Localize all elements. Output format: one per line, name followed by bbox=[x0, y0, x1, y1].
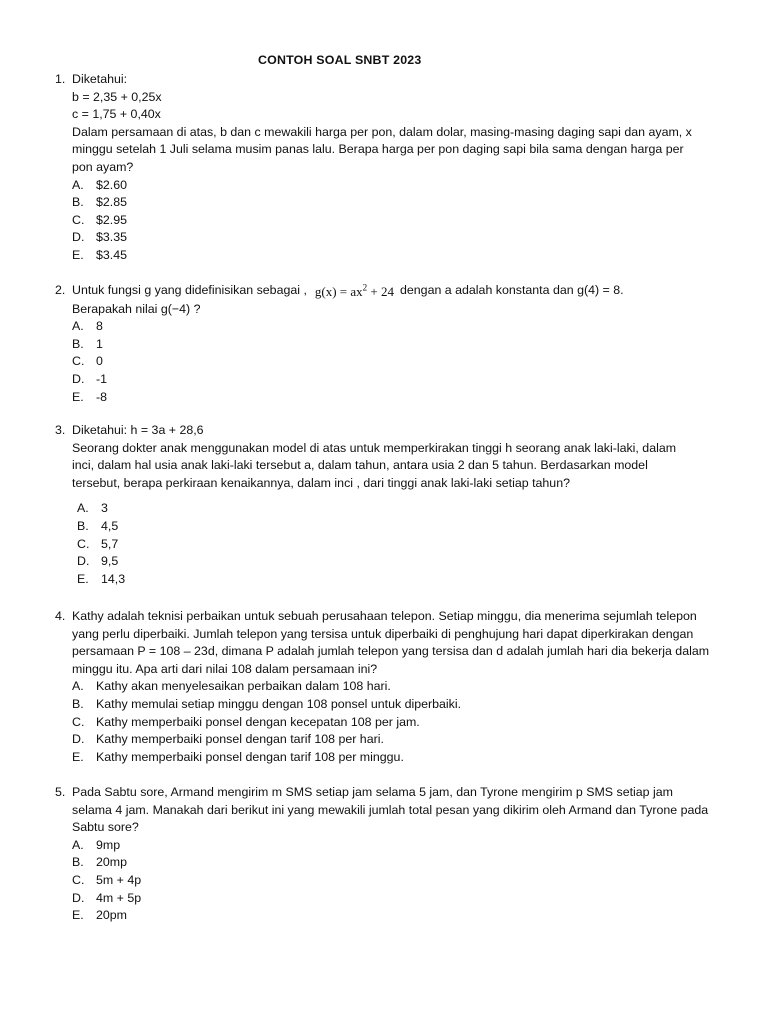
option-e[interactable] bbox=[72, 749, 715, 767]
question-5 bbox=[55, 784, 715, 925]
option-letter: A. bbox=[77, 501, 89, 516]
option-b[interactable] bbox=[72, 696, 715, 714]
option-text: 0 bbox=[96, 354, 103, 369]
option-d[interactable] bbox=[72, 890, 715, 908]
option-text: 4m + 5p bbox=[96, 890, 142, 905]
question-text-before: Untuk fungsi g yang didefinisikan sebagai , bbox=[72, 283, 307, 297]
option-letter: C. bbox=[72, 714, 85, 729]
answer-options bbox=[72, 177, 715, 265]
option-text: 14,3 bbox=[101, 571, 126, 586]
option-b[interactable] bbox=[77, 518, 715, 536]
option-a[interactable] bbox=[72, 837, 715, 855]
question-text: Kathy adalah teknisi perbaikan untuk sebuah perusahaan telepon. Setiap minggu, dia menerima sejumlah telepon yang perlu diperbaiki. Jumlah telepon yang tersisa untuk diperbaiki di penghujung hari dapat diperkirakan dengan persamaan P = 108 – 23d, dimana P adalah jumlah telepon yang tersisa dan d adalah jumlah hari dia bekerja dalam minggu itu. Apa arti dari nilai 108 dalam persamaan ini? bbox=[72, 609, 710, 676]
option-letter: E. bbox=[72, 247, 84, 262]
equation-rhs: + 24 bbox=[367, 284, 394, 299]
option-text: -1 bbox=[96, 371, 108, 386]
question-intro: Diketahui: bbox=[72, 72, 128, 86]
option-letter: B. bbox=[77, 518, 89, 533]
option-b[interactable] bbox=[72, 194, 715, 212]
option-d[interactable] bbox=[72, 371, 715, 389]
question-1 bbox=[55, 71, 715, 265]
option-letter: B. bbox=[72, 696, 84, 711]
option-c[interactable] bbox=[72, 353, 715, 371]
option-text: $3.45 bbox=[96, 247, 128, 262]
answer-options bbox=[72, 318, 715, 406]
option-letter: D. bbox=[72, 371, 85, 386]
option-letter: A. bbox=[72, 177, 84, 192]
option-e[interactable] bbox=[72, 247, 715, 265]
question-number: 1. bbox=[55, 72, 66, 86]
question-3 bbox=[55, 422, 715, 588]
option-text: 9,5 bbox=[101, 554, 119, 569]
option-letter: C. bbox=[72, 872, 85, 887]
option-text: $3.35 bbox=[96, 230, 128, 245]
option-c[interactable] bbox=[72, 714, 715, 732]
option-text: Kathy memperbaiki ponsel dengan tarif 108 per minggu. bbox=[96, 749, 404, 764]
option-text: $2.85 bbox=[96, 195, 128, 210]
option-text: Kathy memperbaiki ponsel dengan kecepatan 108 per jam. bbox=[96, 714, 420, 729]
option-c[interactable] bbox=[72, 212, 715, 230]
question-4 bbox=[55, 608, 715, 766]
option-letter: E. bbox=[72, 389, 84, 404]
option-c[interactable] bbox=[72, 872, 715, 890]
question-number: 4. bbox=[55, 609, 66, 623]
equation-c: c = 1,75 + 0,40x bbox=[72, 107, 161, 122]
question-text: Seorang dokter anak menggunakan model di atas untuk memperkirakan tinggi h seorang anak laki-laki, dalam inci, dalam hal usia anak laki-laki tersebut a, dalam tahun, antara usia 2 dan 5 tahun. Berdasarkan model tersebut, berapa perkiraan kenaikannya, dalam inci , dari tinggi anak laki-laki setiap tahun? bbox=[72, 440, 677, 490]
question-text: Dalam persamaan di atas, b dan c mewakili harga per pon, dalam dolar, masing-masing daging sapi dan ayam, x minggu setelah 1 Juli selama musim panas lalu. Berapa harga per pon daging sapi bila sama dengan harga per pon ayam? bbox=[72, 124, 692, 174]
option-e[interactable] bbox=[72, 389, 715, 407]
option-text: Kathy memperbaiki ponsel dengan tarif 108 per hari. bbox=[96, 732, 384, 747]
option-letter: E. bbox=[77, 571, 89, 586]
option-b[interactable] bbox=[72, 854, 715, 872]
option-letter: D. bbox=[77, 554, 90, 569]
option-a[interactable] bbox=[77, 500, 715, 518]
question-intro: Diketahui: h = 3a + 28,6 bbox=[72, 423, 204, 437]
option-letter: E. bbox=[72, 749, 84, 764]
option-text: 3 bbox=[101, 501, 108, 516]
option-text: Kathy akan menyelesaikan perbaikan dalam 108 hari. bbox=[96, 679, 391, 694]
question-number: 5. bbox=[55, 785, 66, 799]
option-letter: B. bbox=[72, 195, 84, 210]
option-e[interactable] bbox=[72, 907, 715, 925]
option-text: -8 bbox=[96, 389, 108, 404]
answer-options bbox=[72, 678, 715, 766]
option-letter: D. bbox=[72, 890, 85, 905]
option-d[interactable] bbox=[77, 553, 715, 571]
option-text: 8 bbox=[96, 319, 103, 334]
option-letter: A. bbox=[72, 837, 84, 852]
option-text: 5,7 bbox=[101, 536, 119, 551]
question-2 bbox=[55, 282, 715, 406]
function-equation bbox=[315, 283, 394, 301]
option-a[interactable] bbox=[72, 318, 715, 336]
option-text: 20pm bbox=[96, 908, 127, 923]
equation-b: b = 2,35 + 0,25x bbox=[72, 89, 162, 104]
answer-options bbox=[77, 500, 715, 588]
answer-options bbox=[72, 837, 715, 925]
option-c[interactable] bbox=[77, 536, 715, 554]
question-text-line-2: Berapakah nilai g(−4) ? bbox=[72, 301, 201, 316]
equation-lhs: g(x) = ax bbox=[314, 284, 363, 299]
option-text: 5m + 4p bbox=[96, 872, 142, 887]
option-text: $2.95 bbox=[96, 212, 128, 227]
option-d[interactable] bbox=[72, 731, 715, 749]
equation-exponent: 2 bbox=[362, 282, 368, 293]
question-number: 2. bbox=[55, 283, 66, 297]
option-letter: A. bbox=[72, 319, 84, 334]
question-text-after: dengan a adalah konstanta dan g(4) = 8. bbox=[400, 283, 624, 297]
option-text: Kathy memulai setiap minggu dengan 108 ponsel untuk diperbaiki. bbox=[96, 696, 462, 711]
option-letter: C. bbox=[77, 536, 90, 551]
option-letter: C. bbox=[72, 212, 85, 227]
option-text: 9mp bbox=[96, 837, 121, 852]
option-a[interactable] bbox=[72, 177, 715, 195]
option-text: $2.60 bbox=[96, 177, 128, 192]
option-letter: D. bbox=[72, 230, 85, 245]
option-letter: A. bbox=[72, 679, 84, 694]
question-text-line bbox=[72, 282, 715, 301]
question-number: 3. bbox=[55, 423, 66, 437]
document-title: CONTOH SOAL SNBT 2023 bbox=[258, 53, 422, 67]
option-a[interactable] bbox=[72, 678, 715, 696]
option-letter: D. bbox=[72, 732, 85, 747]
question-text: Pada Sabtu sore, Armand mengirim m SMS setiap jam selama 5 jam, dan Tyrone mengirim p SMS setiap jam selama 4 jam. Manakah dari berikut ini yang mewakili jumlah total pesan yang dikirim oleh Armand dan Tyrone pada Sabtu sore? bbox=[72, 785, 709, 835]
option-e[interactable] bbox=[77, 571, 715, 589]
option-letter: E. bbox=[72, 908, 84, 923]
option-text: 20mp bbox=[96, 855, 127, 870]
option-letter: B. bbox=[72, 336, 84, 351]
option-b[interactable] bbox=[72, 336, 715, 354]
option-text: 4,5 bbox=[101, 518, 119, 533]
option-d[interactable] bbox=[72, 229, 715, 247]
option-text: 1 bbox=[96, 336, 103, 351]
option-letter: C. bbox=[72, 354, 85, 369]
option-letter: B. bbox=[72, 855, 84, 870]
